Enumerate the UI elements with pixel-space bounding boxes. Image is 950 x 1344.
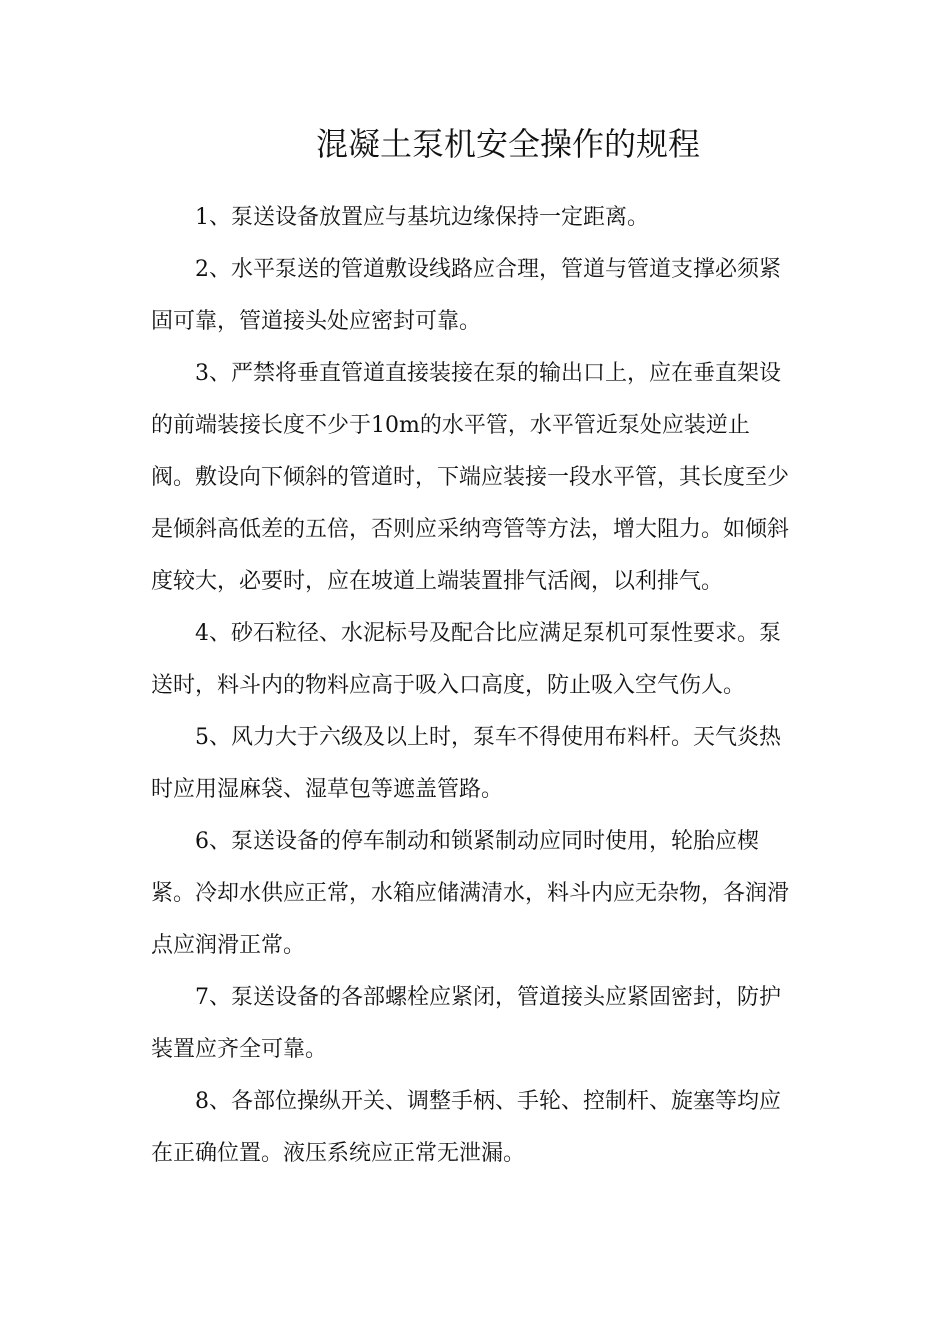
paragraph-line: 度较大，必要时，应在坡道上端装置排气活阀，以利排气。 [151, 569, 724, 594]
paragraph-3 [151, 348, 811, 608]
paragraph-7 [151, 972, 811, 1076]
paragraph-6 [151, 816, 811, 972]
paragraph-line: 1、泵送设备放置应与基坑边缘保持一定距离。 [195, 205, 649, 230]
paragraph-line: 点应润滑正常。 [151, 933, 306, 958]
paragraph-2 [151, 244, 811, 348]
paragraph-line: 7、泵送设备的各部螺栓应紧闭，管道接头应紧固密封，防护 [195, 985, 781, 1010]
paragraph-1 [151, 192, 811, 244]
paragraph-line: 4、砂石粒径、水泥标号及配合比应满足泵机可泵性要求。泵 [195, 621, 781, 646]
paragraph-line: 在正确位置。液压系统应正常无泄漏。 [151, 1141, 526, 1166]
document-title: 混凝土泵机安全操作的规程 [315, 125, 700, 163]
paragraph-line: 8、各部位操纵开关、调整手柄、手轮、控制杆、旋塞等均应 [195, 1089, 781, 1114]
paragraph-line: 5、风力大于六级及以上时，泵车不得使用布料杆。天气炎热 [195, 725, 781, 750]
paragraph-line: 时应用湿麻袋、湿草包等遮盖管路。 [151, 777, 504, 802]
paragraph-4 [151, 608, 811, 712]
paragraph-line: 3、严禁将垂直管道直接装接在泵的输出口上，应在垂直架设 [195, 361, 781, 386]
paragraph-line: 装置应齐全可靠。 [151, 1037, 328, 1062]
paragraph-line: 的前端装接长度不少于10m的水平管，水平管近泵处应装逆止 [151, 413, 750, 438]
paragraph-line: 紧。冷却水供应正常，水箱应储满清水，料斗内应无杂物，各润滑 [151, 881, 790, 906]
paragraph-8 [151, 1076, 811, 1180]
paragraph-line: 送时，料斗内的物料应高于吸入口高度，防止吸入空气伤人。 [151, 673, 746, 698]
paragraph-5 [151, 712, 811, 816]
paragraph-line: 是倾斜高低差的五倍，否则应采纳弯管等方法，增大阻力。如倾斜 [151, 517, 790, 542]
paragraph-line: 2、水平泵送的管道敷设线路应合理，管道与管道支撑必须紧 [195, 257, 781, 282]
paragraph-line: 阀。敷设向下倾斜的管道时，下端应装接一段水平管，其长度至少 [151, 465, 790, 490]
document-body [151, 192, 811, 1180]
paragraph-line: 6、泵送设备的停车制动和锁紧制动应同时使用，轮胎应楔 [195, 829, 759, 854]
paragraph-line: 固可靠，管道接头处应密封可靠。 [151, 309, 482, 334]
